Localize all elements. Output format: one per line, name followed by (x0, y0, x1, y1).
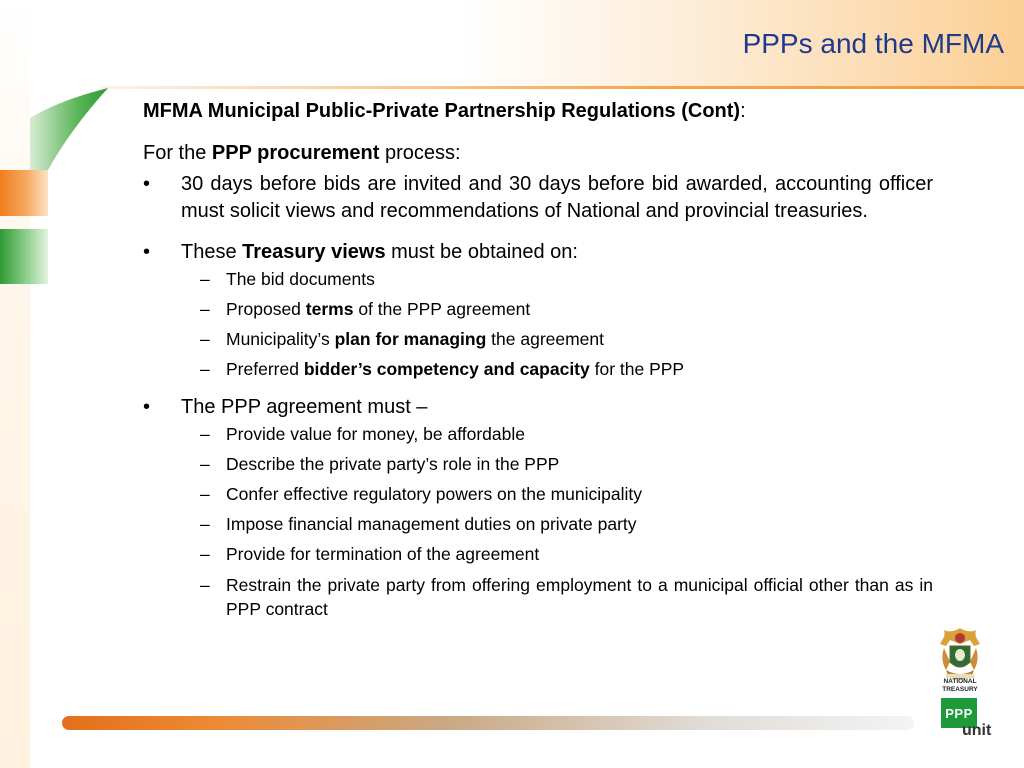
intro-bold: PPP procurement (211, 142, 380, 164)
section-heading (143, 99, 933, 123)
ppp-unit-label: unit (962, 722, 992, 739)
bullet-marker: • (143, 241, 151, 263)
bullet-text (181, 239, 933, 266)
sub-item-text: Impose financial management duties on private party (226, 514, 637, 534)
sub-item (181, 453, 933, 475)
dash-marker: – (200, 269, 210, 289)
sub-item-prefix: Municipality’s (226, 329, 335, 349)
sub-item-text: Confer effective regulatory powers on the municipality (226, 484, 643, 504)
sub-item-suffix: for the PPP (589, 359, 685, 379)
sub-item (181, 513, 933, 535)
bullet-marker: • (143, 396, 151, 418)
sub-item (181, 573, 933, 621)
bullet-item-timing (143, 171, 933, 225)
dash-marker: – (200, 544, 210, 564)
sub-item (181, 358, 933, 380)
bullet-item-agreement (143, 394, 933, 621)
bullet-text: The PPP agreement must – (181, 396, 428, 418)
dash-marker: – (200, 484, 210, 504)
sub-item-bold: bidder’s competency and capacity (303, 359, 590, 379)
sub-item-text: The bid documents (226, 269, 375, 289)
sub-list-agreement (181, 423, 933, 621)
treasury-label-line1: NATIONAL (943, 678, 977, 685)
dash-marker: – (200, 575, 210, 595)
slide-title: PPPs and the MFMA (742, 28, 1004, 59)
sub-item-suffix: of the PPP agreement (353, 299, 531, 319)
sub-item-prefix: Preferred (226, 359, 304, 379)
header-divider (100, 86, 1024, 89)
sub-item-bold: plan for managing (334, 329, 487, 349)
sub-item-text: Provide for termination of the agreement (226, 544, 540, 564)
sub-item-prefix: Proposed (226, 299, 306, 319)
bullet-text: 30 days before bids are invited and 30 days before bid awarded, accounting officer must solicit views and recommendations of National and provincial treasuries. (181, 173, 933, 222)
sub-item (181, 543, 933, 565)
treasury-label-line2: TREASURY (942, 685, 978, 693)
section-heading-suffix: : (740, 100, 746, 122)
sub-item (181, 328, 933, 350)
sub-item (181, 423, 933, 445)
dash-marker: – (200, 359, 210, 379)
decorative-swoosh (0, 0, 120, 290)
bullet-text-prefix: These (181, 241, 243, 263)
dash-marker: – (200, 329, 210, 349)
section-heading-bold: MFMA Municipal Public-Private Partnership Regulations (Cont) (143, 100, 741, 122)
ppp-logo: PPP (941, 698, 977, 728)
sub-item-text: Restrain the private party from offering employment to a municipal official other than as in PPP contract (226, 575, 933, 619)
sub-item (181, 268, 933, 290)
bullet-item-treasury-views (143, 239, 933, 380)
intro-line (143, 141, 933, 165)
bullet-list (143, 171, 933, 621)
bullet-text-suffix: must be obtained on: (385, 241, 578, 263)
sub-item-text: Provide value for money, be affordable (226, 424, 525, 444)
sub-list-treasury-views (181, 268, 933, 380)
footer-bar (62, 716, 914, 730)
bullet-marker: • (143, 173, 151, 195)
intro-suffix: process: (379, 142, 461, 164)
sub-item (181, 483, 933, 505)
dash-marker: – (200, 514, 210, 534)
dash-marker: – (200, 454, 210, 474)
sub-item (181, 298, 933, 320)
sub-item-text: Describe the private party’s role in the PPP (226, 454, 560, 474)
sub-item-suffix: the agreement (486, 329, 605, 349)
slide-content (143, 99, 933, 635)
dash-marker: – (200, 424, 210, 444)
dash-marker: – (200, 299, 210, 319)
intro-prefix: For the (143, 142, 212, 164)
bullet-text-bold: Treasury views (242, 241, 386, 263)
sub-item-bold: terms (305, 299, 354, 319)
treasury-label (930, 678, 990, 693)
